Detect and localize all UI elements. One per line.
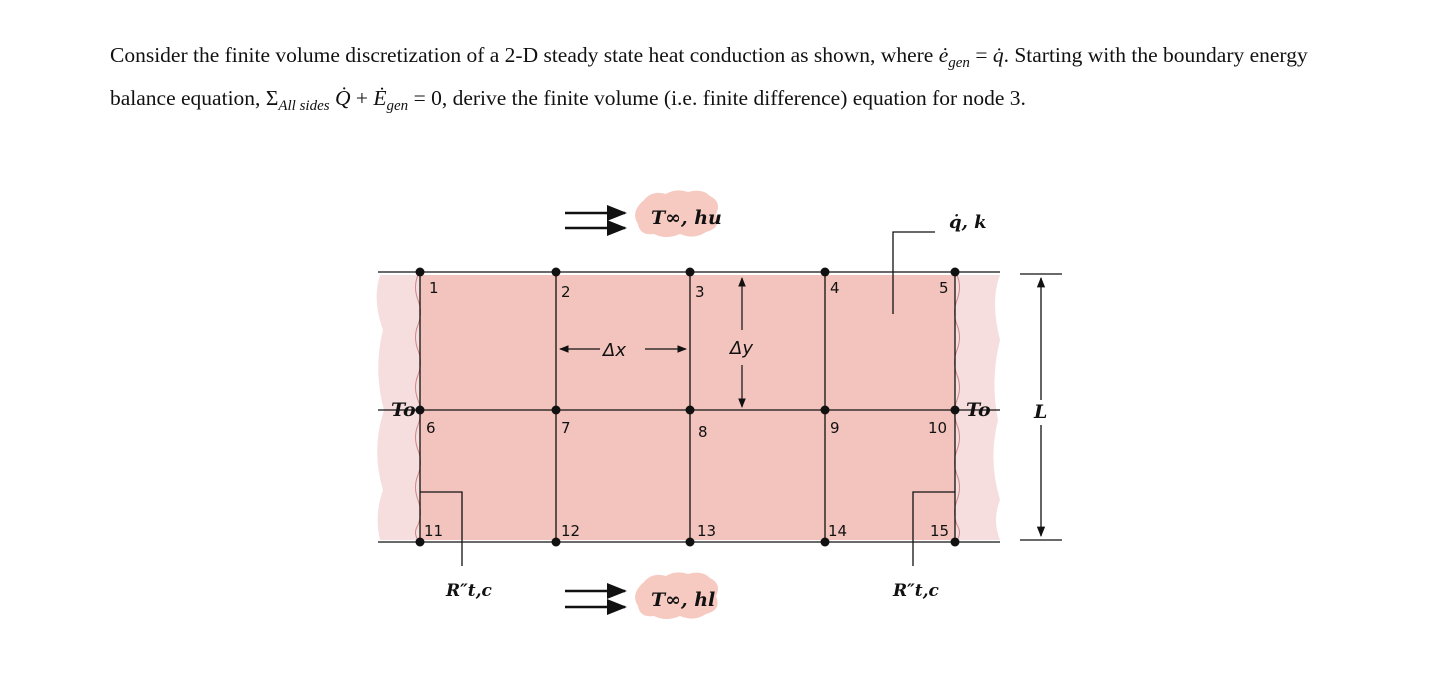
node-label: 15 [930, 522, 950, 540]
sigma-symbol: Σ [265, 86, 279, 110]
node-label: 9 [830, 419, 840, 437]
length-label: L [1034, 401, 1048, 423]
problem-text-1: Consider the finite volume discretization of a 2-D steady state heat conduction as shown, where [110, 43, 939, 67]
Edot-symbol: $Ė_{gen}$ [373, 86, 409, 114]
node-label: 12 [561, 522, 581, 540]
egen-symbol: $ė_{gen}$ [938, 43, 970, 71]
problem-text-3: , derive the finite volume (i.e. finite difference) equation for node 3. [441, 86, 1026, 110]
node-label: 1 [429, 279, 439, 297]
node-label: 2 [561, 283, 571, 301]
node-label: 11 [424, 522, 444, 540]
left-contact-resistance-label: R″t,c [446, 581, 492, 601]
problem-text-2: . Starting with the boundary energy balance equation, [110, 43, 1308, 110]
all-sides-subscript: All sides [278, 98, 330, 114]
problem-statement: Consider the finite volume discretization of a 2-D steady state heat conduction as shown, where $ė_{gen}$ = q̇. Starting with the boundary energy balance equation, $\Sigma_{All sides}$ Q̇ + $Ė_{gen} = 0$, derive the finite volume (i.e. finite difference) equation for node 3. [110, 43, 1308, 114]
generation-label: q̇, k [949, 212, 987, 233]
qdot-symbol: q̇ [992, 43, 1004, 67]
node-label: 6 [426, 419, 436, 437]
node-label: 8 [698, 423, 708, 441]
Qdot-symbol: Q̇ [334, 86, 351, 110]
bottom-convection-label: T∞, hl [651, 589, 716, 611]
node-label: 14 [828, 522, 848, 540]
dx-label: Δx [603, 340, 626, 361]
right-contact-resistance-label: R″t,c [893, 581, 939, 601]
dy-label: Δy [730, 338, 753, 359]
node-label: 4 [830, 279, 840, 297]
node-label: 10 [928, 419, 948, 437]
left-temperature-label: To [391, 399, 416, 421]
equals-zero: = 0 [408, 86, 442, 110]
top-convection-label: T∞, hu [651, 207, 722, 229]
right-temperature-label: To [966, 399, 991, 421]
node-label: 3 [695, 283, 705, 301]
node-label: 5 [939, 279, 949, 297]
node-label: 7 [561, 419, 571, 437]
node-label: 13 [697, 522, 717, 540]
